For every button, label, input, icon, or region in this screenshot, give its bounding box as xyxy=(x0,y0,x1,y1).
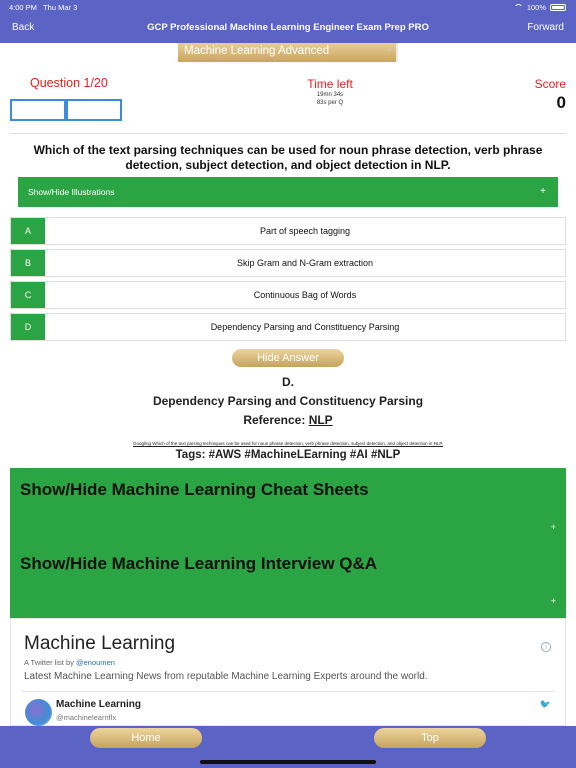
time-per-question: 83s per Q xyxy=(316,100,344,106)
option-letter: A xyxy=(11,218,45,244)
select-arrow-icon: ⌄ xyxy=(385,43,393,53)
status-bar xyxy=(0,0,576,14)
illustrations-toggle[interactable] xyxy=(18,177,558,207)
score-value: 0 xyxy=(556,93,566,112)
twitter-list-subtitle xyxy=(24,658,115,667)
category-select[interactable] xyxy=(178,43,398,62)
hide-answer-button[interactable]: Hide Answer xyxy=(232,349,344,367)
option-text: Skip Gram and N-Gram extraction xyxy=(236,258,374,268)
answer-text: Dependency Parsing and Constituency Parsing xyxy=(152,394,424,408)
twitter-list-description: Latest Machine Learning News from reputable Machine Learning Experts around the world. xyxy=(24,671,428,682)
wifi-icon xyxy=(514,4,523,11)
time-left xyxy=(268,77,392,107)
reference xyxy=(0,413,576,427)
option-letter: C xyxy=(11,282,45,308)
status-time: 4:00 PM xyxy=(9,3,37,12)
googling-link[interactable]: Googling Which of the text parsing techniques can be used for noun phrase detection, verb phrase detection, subject detection, and object detection in NLP. xyxy=(132,441,444,446)
twitter-account-handle[interactable]: @machinelearnflx xyxy=(56,713,117,722)
forward-button[interactable]: Forward xyxy=(527,22,564,33)
reference-label: Reference: xyxy=(243,413,306,427)
question-counter: Question 1/20 xyxy=(30,76,108,90)
option-b[interactable] xyxy=(10,249,566,277)
plus-icon[interactable]: + xyxy=(550,596,556,606)
option-d[interactable] xyxy=(10,313,566,341)
twitter-list-owner-link[interactable]: @enoumen xyxy=(75,658,115,667)
option-text: Continuous Bag of Words xyxy=(253,290,357,300)
battery-percent: 100% xyxy=(526,3,546,12)
interview-qa-toggle[interactable]: Show/Hide Machine Learning Interview Q&A xyxy=(20,554,378,573)
question-text: Which of the text parsing techniques can be used for noun phrase detection, verb phrase detection, subject detection, and object detection in NLP. xyxy=(33,143,543,172)
illustrations-toggle-label: Show/Hide Illustrations xyxy=(28,187,115,197)
home-indicator xyxy=(200,760,376,764)
reference-link[interactable]: NLP xyxy=(308,413,333,427)
option-letter: B xyxy=(11,250,45,276)
option-c[interactable] xyxy=(10,281,566,309)
divider xyxy=(21,691,555,692)
tags: Tags: #AWS #MachineLEarning #AI #NLP xyxy=(175,449,401,461)
back-button[interactable]: Back xyxy=(12,22,35,33)
answer-letter: D. xyxy=(282,375,294,389)
top-bar xyxy=(0,0,576,43)
twitter-bird-icon[interactable]: 🐦 xyxy=(539,699,551,709)
extras-panel xyxy=(10,468,566,618)
plus-icon: + xyxy=(540,186,546,197)
info-icon[interactable]: i xyxy=(541,642,551,652)
avatar[interactable] xyxy=(25,699,52,726)
twitter-list-subtitle-prefix: A Twitter list by xyxy=(24,658,74,667)
twitter-list-embed xyxy=(10,618,566,726)
progress-bar xyxy=(10,99,122,121)
divider xyxy=(10,133,566,134)
option-a[interactable] xyxy=(10,217,566,245)
nav-bar xyxy=(0,20,576,36)
score xyxy=(535,77,566,113)
plus-icon[interactable]: + xyxy=(550,522,556,532)
twitter-account-name[interactable]: Machine Learning xyxy=(56,699,142,710)
battery-icon xyxy=(550,4,566,11)
progress-bar-marker xyxy=(64,101,68,119)
status-right xyxy=(514,3,566,12)
cheat-sheets-toggle[interactable]: Show/Hide Machine Learning Cheat Sheets xyxy=(20,480,369,499)
home-button[interactable]: Home xyxy=(90,728,202,748)
option-letter: D xyxy=(11,314,45,340)
time-remaining: 19mn 34s xyxy=(316,92,344,98)
status-date: Thu Mar 3 xyxy=(43,3,78,12)
top-button[interactable]: Top xyxy=(374,728,486,748)
twitter-list-title[interactable]: Machine Learning xyxy=(24,633,176,654)
category-select-value: Machine Learning Advanced xyxy=(184,45,330,57)
option-text: Dependency Parsing and Constituency Parsing xyxy=(210,322,400,332)
time-left-label: Time left xyxy=(307,77,353,91)
status-time-date xyxy=(9,3,77,12)
app-title: GCP Professional Machine Learning Engineer Exam Prep PRO xyxy=(147,22,429,33)
score-label: Score xyxy=(534,77,566,91)
option-text: Part of speech tagging xyxy=(259,226,351,236)
